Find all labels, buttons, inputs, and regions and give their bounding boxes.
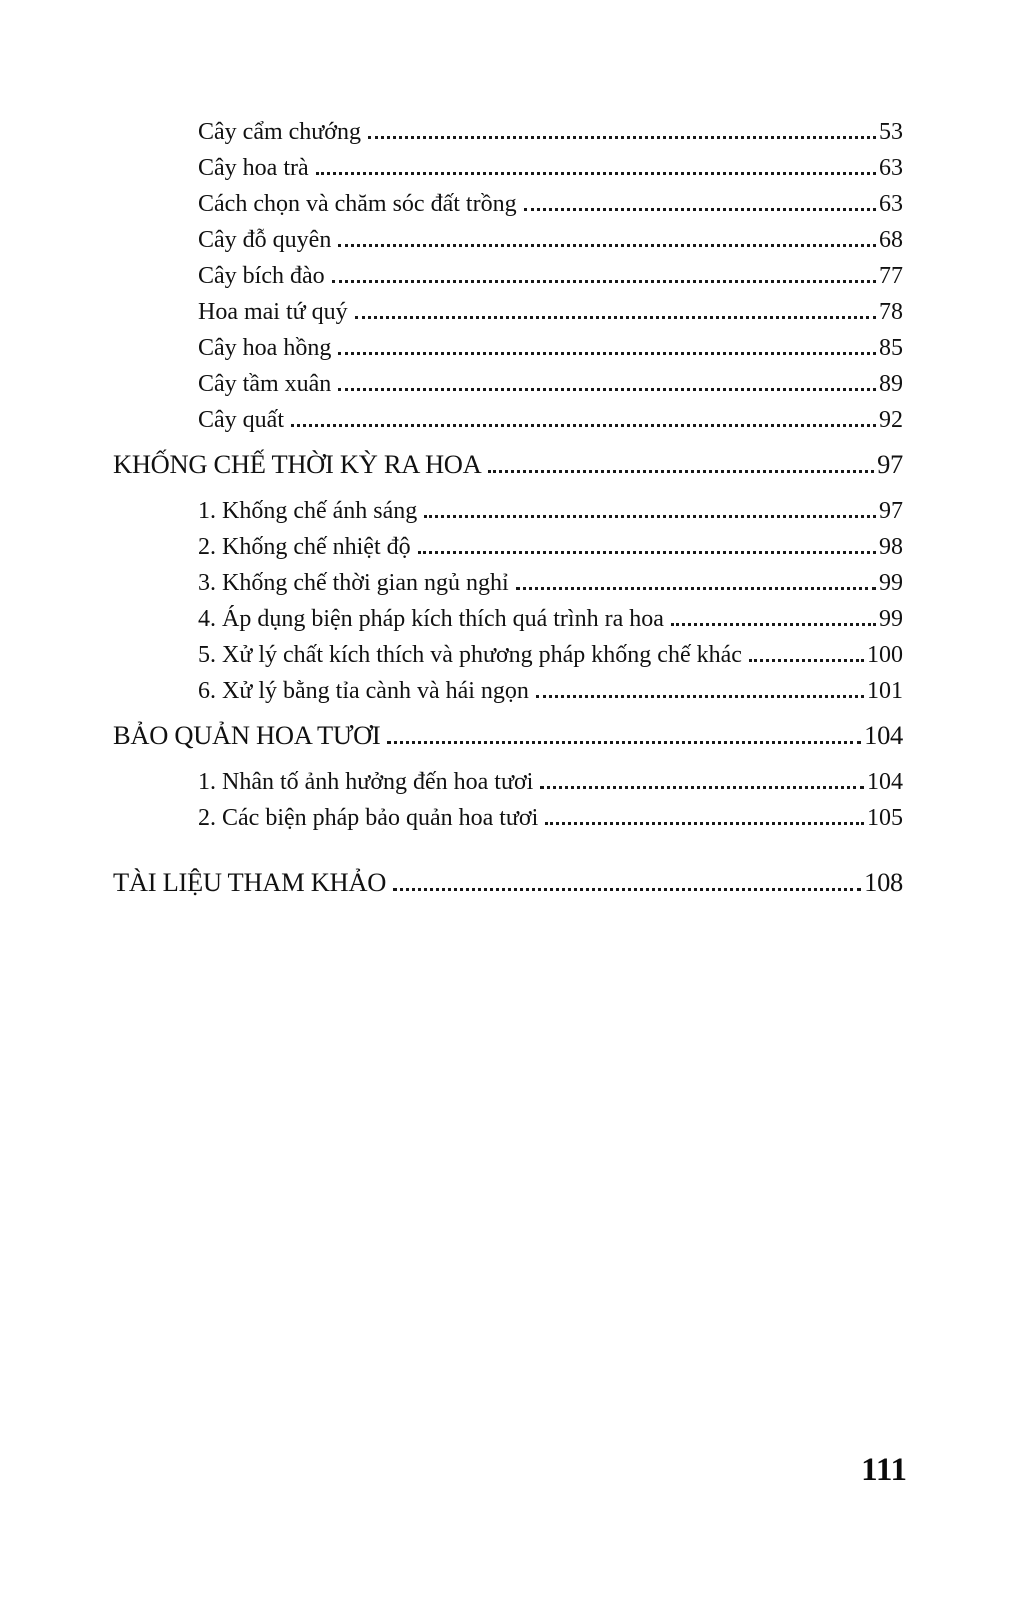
toc-entry-page: 101 — [867, 678, 903, 704]
toc-item-entry — [113, 146, 903, 182]
toc-entry-label: Cây quất — [198, 407, 284, 433]
toc-item-entry — [113, 254, 903, 290]
toc-entry-page: 63 — [879, 155, 903, 181]
toc-item-entry — [113, 760, 903, 796]
toc-entry-label: TÀI LIỆU THAM KHẢO — [113, 867, 387, 897]
toc-entry-label: BẢO QUẢN HOA TƯƠI — [113, 720, 381, 750]
toc-entry-label: 2. Khống chế nhiệt độ — [198, 534, 411, 560]
toc-entry-page: 89 — [879, 371, 903, 397]
toc-item-entry — [113, 290, 903, 326]
toc-section-entry — [113, 711, 903, 751]
toc-item-entry — [113, 326, 903, 362]
dot-leader — [671, 623, 876, 626]
toc-entry-label: 1. Khống chế ánh sáng — [198, 498, 418, 524]
toc-item-entry — [113, 218, 903, 254]
dot-leader — [524, 208, 876, 211]
toc-entry-page: 105 — [867, 805, 903, 831]
dot-leader — [291, 424, 876, 427]
toc-entry-page: 99 — [879, 606, 903, 632]
toc-entry-page: 53 — [879, 119, 903, 145]
toc-entry-label: Cây hoa trà — [198, 155, 309, 181]
dot-leader — [387, 741, 861, 744]
dot-leader — [516, 587, 876, 590]
toc-entry-label: KHỐNG CHẾ THỜI KỲ RA HOA — [113, 449, 482, 479]
dot-leader — [749, 659, 864, 662]
dot-leader — [368, 136, 876, 139]
table-of-contents — [113, 110, 903, 907]
toc-entry-page: 99 — [879, 570, 903, 596]
dot-leader — [488, 470, 874, 473]
toc-entry-page: 97 — [877, 449, 903, 479]
toc-entry-label: 2. Các biện pháp bảo quản hoa tươi — [198, 805, 539, 831]
dot-leader — [332, 280, 876, 283]
toc-entry-page: 77 — [879, 263, 903, 289]
toc-item-entry — [113, 398, 903, 434]
toc-entry-label: Cây tầm xuân — [198, 371, 332, 397]
dot-leader — [316, 172, 876, 175]
toc-item-entry — [113, 362, 903, 398]
toc-entry-page: 108 — [864, 867, 903, 897]
dot-leader — [418, 551, 876, 554]
toc-entry-label: 1. Nhân tố ảnh hưởng đến hoa tươi — [198, 769, 534, 795]
toc-item-entry — [113, 597, 903, 633]
toc-entry-page: 68 — [879, 227, 903, 253]
toc-entry-page: 97 — [879, 498, 903, 524]
toc-entry-label: Hoa mai tứ quý — [198, 299, 348, 325]
toc-entry-label: 3. Khống chế thời gian ngủ nghỉ — [198, 570, 509, 596]
toc-item-entry — [113, 561, 903, 597]
dot-leader — [355, 316, 876, 319]
toc-entry-page: 63 — [879, 191, 903, 217]
dot-leader — [338, 388, 876, 391]
toc-entry-page: 78 — [879, 299, 903, 325]
dot-leader — [540, 786, 864, 789]
toc-entry-label: 6. Xử lý bằng tỉa cành và hái ngọn — [198, 678, 529, 704]
toc-item-entry — [113, 633, 903, 669]
dot-leader — [338, 352, 876, 355]
toc-entry-label: 4. Áp dụng biện pháp kích thích quá trình ra hoa — [198, 606, 664, 632]
toc-entry-page: 85 — [879, 335, 903, 361]
dot-leader — [545, 822, 864, 825]
toc-item-entry — [113, 525, 903, 561]
toc-section-entry — [113, 858, 903, 898]
toc-item-entry — [113, 489, 903, 525]
dot-leader — [338, 244, 876, 247]
toc-entry-label: Cây hoa hồng — [198, 335, 332, 361]
toc-item-entry — [113, 796, 903, 832]
page-number: 111 — [861, 1452, 907, 1488]
toc-item-entry — [113, 110, 903, 146]
toc-entry-label: 5. Xử lý chất kích thích và phương pháp khống chế khác — [198, 642, 742, 668]
toc-entry-label: Cây đỗ quyên — [198, 227, 332, 253]
dot-leader — [393, 888, 861, 891]
toc-entry-page: 92 — [879, 407, 903, 433]
toc-item-entry — [113, 182, 903, 218]
toc-item-entry — [113, 669, 903, 705]
toc-entry-page: 100 — [867, 642, 903, 668]
toc-section-entry — [113, 440, 903, 480]
toc-entry-page: 98 — [879, 534, 903, 560]
dot-leader — [424, 515, 876, 518]
toc-entry-label: Cách chọn và chăm sóc đất trồng — [198, 191, 517, 217]
toc-entry-label: Cây bích đào — [198, 263, 325, 289]
toc-entry-page: 104 — [864, 720, 903, 750]
toc-entry-label: Cây cẩm chướng — [198, 119, 361, 145]
toc-entry-page: 104 — [867, 769, 903, 795]
dot-leader — [536, 695, 864, 698]
